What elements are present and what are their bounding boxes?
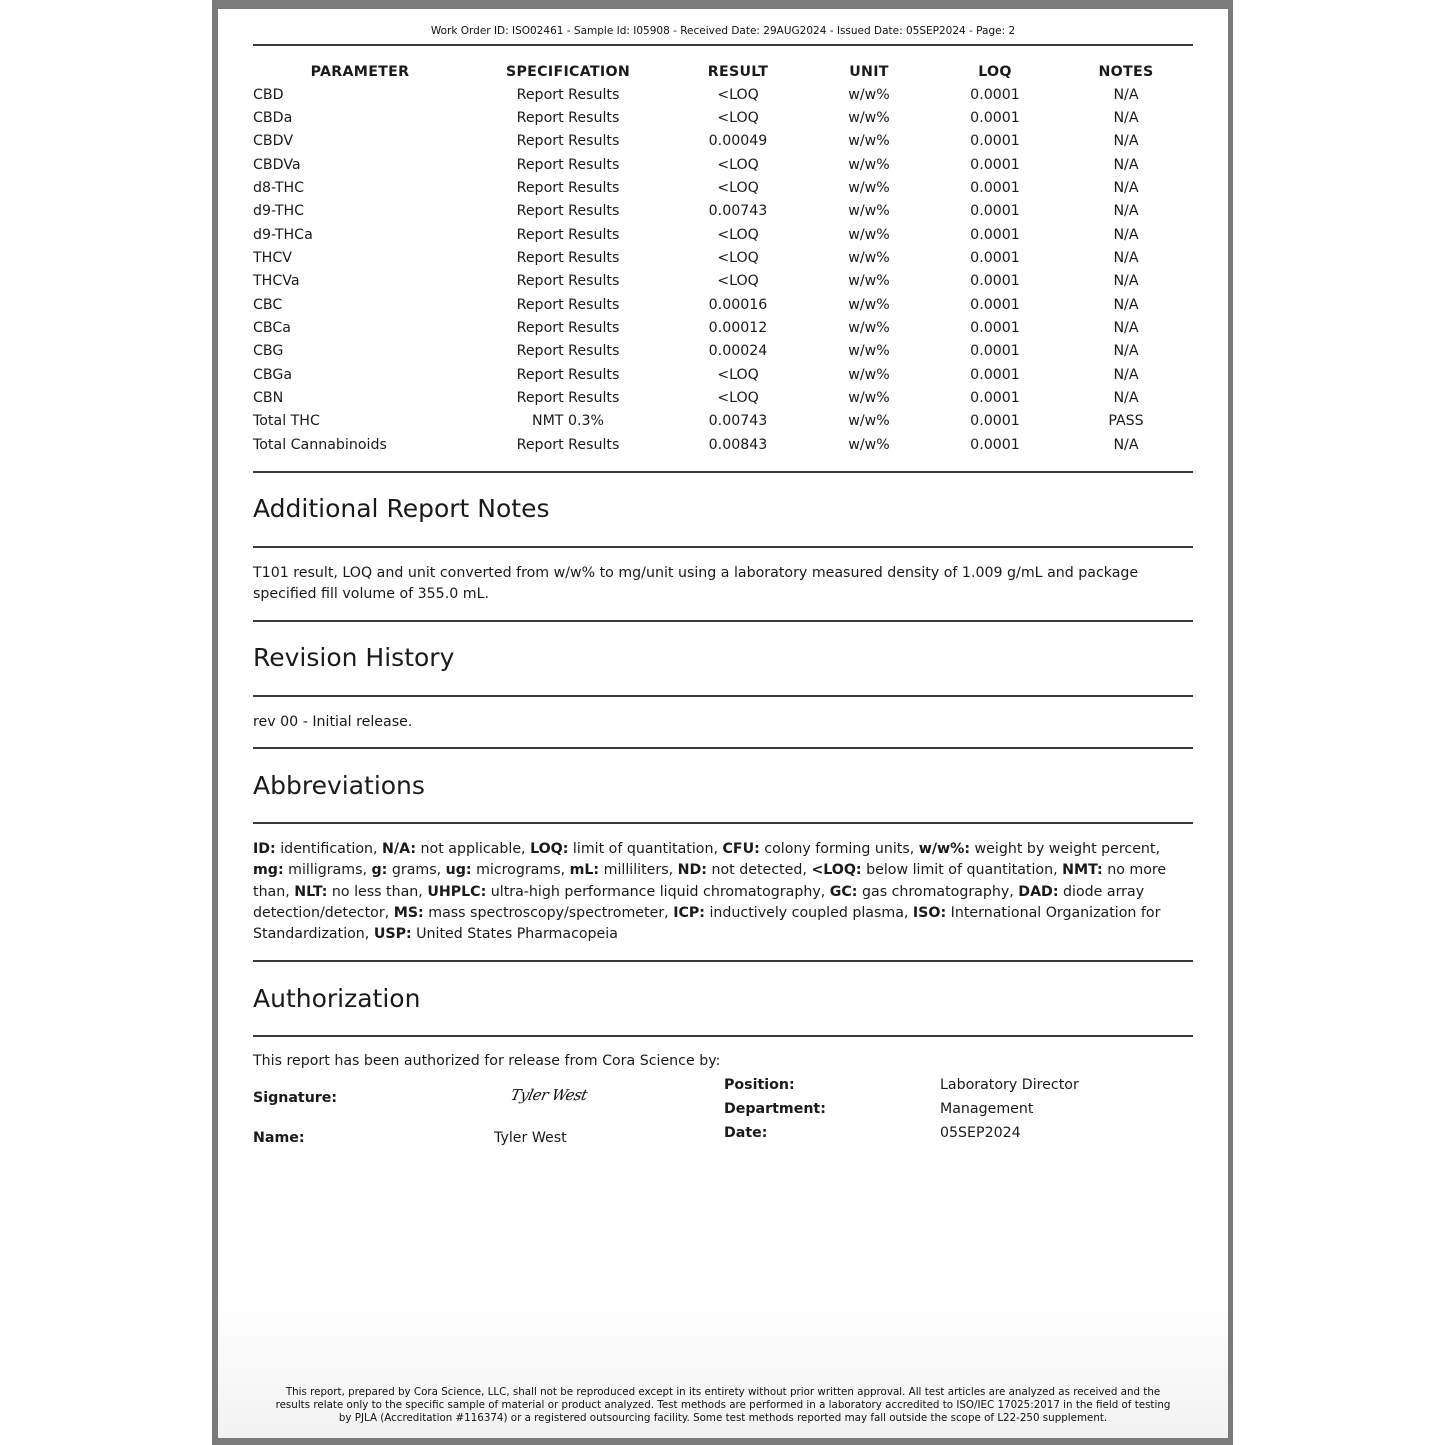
table-row (253, 270, 1193, 293)
cell-result: 0.00012 (708, 320, 768, 337)
cell-specification: Report Results (516, 250, 620, 267)
revision-history-text: rev 00 - Initial release. (253, 714, 413, 730)
table-row (253, 153, 1193, 176)
table-row (253, 316, 1193, 339)
section-title-revision-history: Revision History (253, 643, 455, 672)
cell-specification: Report Results (516, 156, 620, 173)
cell-result: <LOQ (717, 250, 759, 267)
cell-parameter: CBDV (253, 133, 294, 150)
section-divider (253, 1035, 1193, 1037)
cell-loq: 0.0001 (970, 86, 1020, 103)
abbreviation-definition: diode array detection/detector, (253, 883, 1145, 921)
section-title-abbreviations: Abbreviations (253, 771, 425, 800)
cell-notes: N/A (1113, 436, 1139, 453)
cell-specification: Report Results (516, 273, 620, 290)
cell-notes: N/A (1113, 110, 1139, 127)
table-row (253, 433, 1193, 456)
position-value: Laboratory Director (940, 1077, 1079, 1093)
signature-label: Signature: (253, 1090, 338, 1106)
cell-notes: N/A (1113, 156, 1139, 173)
table-body (253, 83, 1193, 457)
cell-notes: N/A (1113, 180, 1139, 197)
cell-loq: 0.0001 (970, 366, 1020, 383)
date-value: 05SEP2024 (940, 1125, 1021, 1141)
cell-parameter: CBD (253, 86, 284, 103)
cell-specification: Report Results (516, 110, 620, 127)
cell-specification: Report Results (516, 226, 620, 243)
disclaimer-line: by PJLA (Accreditation #116374) or a registered outsourcing facility. Some test methods reported may fall outside the scope of L22-250 supplement. (338, 1412, 1108, 1424)
section-title-authorization: Authorization (253, 984, 421, 1013)
header-divider (253, 44, 1193, 46)
cell-loq: 0.0001 (970, 343, 1020, 360)
cell-unit: w/w% (848, 86, 890, 103)
cell-unit: w/w% (848, 110, 890, 127)
cell-result: <LOQ (717, 86, 759, 103)
cell-unit: w/w% (848, 156, 890, 173)
cell-parameter: CBCa (253, 320, 291, 337)
cell-parameter: CBDa (253, 110, 293, 127)
table-row (253, 83, 1193, 106)
abbreviation-definition: inductively coupled plasma, (704, 904, 913, 921)
cell-notes: N/A (1113, 390, 1139, 407)
abbreviation-definition: United States Pharmacopeia (411, 926, 618, 943)
cell-loq: 0.0001 (970, 203, 1020, 220)
cell-loq: 0.0001 (970, 250, 1020, 267)
disclaimer-line: results relate only to the specific sample of material or product analyzed. Test methods are performed in a laboratory accredited to ISO/IEC 17025:2017 in the field of testing (275, 1399, 1171, 1411)
abbreviation-definition: grams, (387, 862, 446, 879)
table-row (253, 200, 1193, 223)
footer-disclaimer (253, 1386, 1193, 1425)
cell-result: <LOQ (717, 156, 759, 173)
column-header-loq: LOQ (978, 64, 1012, 80)
table-row (253, 410, 1193, 433)
cell-unit: w/w% (848, 226, 890, 243)
cell-parameter: d8-THC (253, 180, 305, 197)
column-header-result: RESULT (707, 64, 769, 80)
abbreviation-term: ug: (445, 862, 472, 879)
cell-parameter: CBG (253, 343, 284, 360)
abbreviation-term: <LOQ: (811, 862, 862, 879)
name-label: Name: (253, 1130, 305, 1146)
abbreviation-definition: not detected, (706, 862, 812, 879)
cell-notes: N/A (1113, 343, 1139, 360)
abbreviation-definition: ultra-high performance liquid chromatography, (486, 883, 830, 900)
cell-parameter: CBN (253, 390, 284, 407)
section-divider (253, 747, 1193, 749)
cell-notes: N/A (1113, 86, 1139, 103)
cell-result: 0.00743 (708, 203, 768, 220)
section-divider (253, 471, 1193, 473)
column-header-specification: SPECIFICATION (505, 64, 631, 80)
cell-specification: Report Results (516, 320, 620, 337)
cell-result: <LOQ (717, 180, 759, 197)
cell-unit: w/w% (848, 343, 890, 360)
cell-unit: w/w% (848, 180, 890, 197)
section-divider (253, 822, 1193, 824)
cell-loq: 0.0001 (970, 320, 1020, 337)
abbreviation-term: LOQ: (530, 841, 569, 857)
table-header-row (253, 61, 1193, 83)
cell-loq: 0.0001 (970, 180, 1020, 197)
abbreviation-term: w/w%: (918, 841, 971, 857)
cell-unit: w/w% (848, 320, 890, 337)
running-header: Work Order ID: ISO02461 - Sample Id: I05908 - Received Date: 29AUG2024 - Issued Date: 05SEP2024 - Page: 2 (430, 25, 1016, 37)
cell-result: 0.00843 (708, 436, 768, 453)
department-value: Management (940, 1101, 1034, 1117)
cell-parameter: Total THC (253, 413, 320, 430)
signature-image: Tyler West (509, 1086, 589, 1104)
cell-specification: Report Results (516, 343, 620, 360)
cell-parameter: CBC (253, 296, 283, 313)
cell-notes: N/A (1113, 133, 1139, 150)
abbreviation-term: CFU: (722, 841, 760, 857)
cell-loq: 0.0001 (970, 110, 1020, 127)
section-divider (253, 960, 1193, 962)
cell-unit: w/w% (848, 273, 890, 290)
cell-unit: w/w% (848, 413, 890, 430)
abbreviation-definition: limit of quantitation, (568, 841, 723, 857)
abbreviation-definition: colony forming units, (759, 841, 919, 857)
abbreviation-term: MS: (393, 904, 424, 921)
abbreviation-definition: micrograms, (471, 862, 570, 879)
table-row (253, 246, 1193, 269)
cell-specification: Report Results (516, 180, 620, 197)
abbreviation-term: GC: (829, 883, 858, 900)
table-row (253, 130, 1193, 153)
abbreviation-term: ND: (677, 862, 707, 879)
abbreviation-definition: mass spectroscopy/spectrometer, (423, 904, 674, 921)
abbreviation-definition: no less than, (327, 883, 428, 900)
table-row (253, 106, 1193, 129)
cell-loq: 0.0001 (970, 226, 1020, 243)
abbreviation-definition: not applicable, (416, 841, 531, 857)
cell-result: <LOQ (717, 273, 759, 290)
cell-loq: 0.0001 (970, 436, 1020, 453)
position-label: Position: (724, 1077, 795, 1093)
cell-result: 0.00743 (708, 413, 768, 430)
section-divider (253, 620, 1193, 622)
cell-specification: Report Results (516, 133, 620, 150)
cell-parameter: Total Cannabinoids (253, 436, 387, 453)
cell-unit: w/w% (848, 296, 890, 313)
cell-specification: Report Results (516, 366, 620, 383)
abbreviation-definition: milliliters, (599, 862, 678, 879)
cell-result: <LOQ (717, 110, 759, 127)
cell-loq: 0.0001 (970, 390, 1020, 407)
abbreviation-term: DAD: (1018, 883, 1059, 900)
cell-loq: 0.0001 (970, 133, 1020, 150)
abbreviation-definition: below limit of quantitation, (861, 862, 1063, 879)
column-header-parameter: PARAMETER (310, 64, 410, 80)
cell-unit: w/w% (848, 436, 890, 453)
cell-specification: Report Results (516, 436, 620, 453)
cell-loq: 0.0001 (970, 156, 1020, 173)
abbreviations-text (253, 839, 1193, 945)
cell-result: <LOQ (717, 390, 759, 407)
abbreviation-definition: identification, (275, 841, 383, 857)
abbreviation-term: NLT: (294, 883, 328, 900)
cell-notes: PASS (1108, 413, 1144, 430)
cell-parameter: THCV (253, 250, 292, 267)
cell-parameter: CBDVa (253, 156, 301, 173)
cell-notes: N/A (1113, 320, 1139, 337)
date-label: Date: (724, 1125, 768, 1141)
cell-specification: Report Results (516, 390, 620, 407)
cell-parameter: d9-THCa (253, 226, 313, 243)
cell-result: <LOQ (717, 366, 759, 383)
cell-unit: w/w% (848, 250, 890, 267)
abbreviation-term: USP: (373, 926, 412, 943)
cell-specification: Report Results (516, 296, 620, 313)
abbreviation-term: UHPLC: (427, 883, 487, 900)
cell-result: <LOQ (717, 226, 759, 243)
section-divider (253, 546, 1193, 548)
abbreviation-definition: gas chromatography, (857, 883, 1019, 900)
cell-unit: w/w% (848, 203, 890, 220)
cell-parameter: THCVa (253, 273, 300, 290)
cell-result: 0.00049 (708, 133, 768, 150)
cannabinoid-results-table (253, 61, 1193, 457)
abbreviation-term: ISO: (912, 904, 947, 921)
cell-specification: Report Results (516, 203, 620, 220)
table-row (253, 223, 1193, 246)
table-row (253, 386, 1193, 409)
cell-result: 0.00016 (708, 296, 768, 313)
cell-specification: NMT 0.3% (531, 413, 605, 430)
abbreviation-term: mg: (253, 862, 284, 879)
name-value: Tyler West (494, 1130, 567, 1146)
cell-notes: N/A (1113, 296, 1139, 313)
column-header-notes: NOTES (1098, 64, 1154, 80)
column-header-unit: UNIT (849, 64, 889, 80)
abbreviation-definition: no more than, (253, 862, 1167, 900)
cell-notes: N/A (1113, 250, 1139, 267)
section-divider (253, 695, 1193, 697)
abbreviation-definition: weight by weight percent, (970, 841, 1160, 857)
cell-specification: Report Results (516, 86, 620, 103)
cell-notes: N/A (1113, 366, 1139, 383)
abbreviation-term: N/A: (382, 841, 417, 857)
abbreviation-term: ICP: (673, 904, 705, 921)
abbreviation-term: g: (371, 862, 388, 879)
cell-parameter: CBGa (253, 366, 293, 383)
abbreviation-term: ID: (253, 841, 276, 857)
cell-loq: 0.0001 (970, 273, 1020, 290)
authorization-intro: This report has been authorized for release from Cora Science by: (253, 1053, 721, 1069)
abbreviation-term: mL: (569, 862, 600, 879)
table-row (253, 340, 1193, 363)
table-row (253, 293, 1193, 316)
report-page (218, 9, 1228, 1438)
cell-unit: w/w% (848, 390, 890, 407)
cell-loq: 0.0001 (970, 413, 1020, 430)
additional-notes-text: T101 result, LOQ and unit converted from w/w% to mg/unit using a laboratory measured density of 1.009 g/mL and package specified fill volume of 355.0 mL. (253, 565, 1139, 603)
cell-notes: N/A (1113, 273, 1139, 290)
cell-notes: N/A (1113, 203, 1139, 220)
cell-unit: w/w% (848, 133, 890, 150)
cell-parameter: d9-THC (253, 203, 305, 220)
cell-loq: 0.0001 (970, 296, 1020, 313)
table-row (253, 363, 1193, 386)
section-title-additional-notes: Additional Report Notes (253, 494, 550, 523)
abbreviation-definition: milligrams, (283, 862, 372, 879)
department-label: Department: (724, 1101, 826, 1117)
cell-result: 0.00024 (708, 343, 768, 360)
abbreviation-term: NMT: (1062, 862, 1103, 879)
abbreviation-definition: International Organization for Standardization, (253, 904, 1161, 943)
cell-notes: N/A (1113, 226, 1139, 243)
table-row (253, 176, 1193, 199)
disclaimer-line: This report, prepared by Cora Science, LLC, shall not be reproduced except in its entirety without prior written approval. All test articles are analyzed as received and the (285, 1386, 1161, 1398)
cell-unit: w/w% (848, 366, 890, 383)
